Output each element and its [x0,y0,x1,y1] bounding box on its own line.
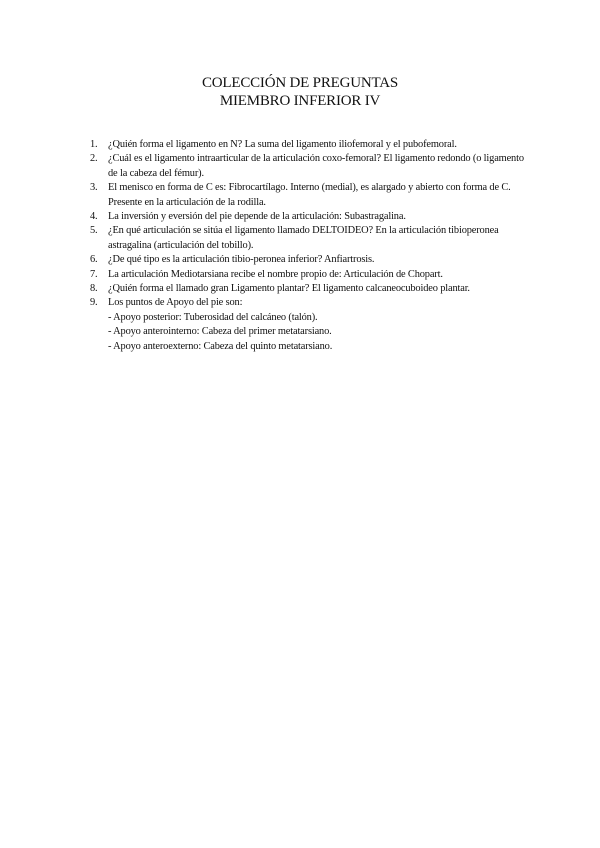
question-text: La articulación Mediotarsiana recibe el nombre propio de: Articulación de Chopart. [108,268,443,280]
document-title [0,74,600,110]
question-number: 8. [90,283,98,295]
question-item [90,138,530,152]
question-number: 3. [90,182,98,194]
support-point-line: - Apoyo anterointerno: Cabeza del primer metatarsiano. [108,326,332,338]
question-number: 4. [90,211,98,223]
question-item [90,253,530,267]
question-item [90,224,530,253]
question-text: ¿De qué tipo es la articulación tibio-peronea inferior? Anfiartrosis. [108,254,375,266]
question-item [90,152,530,181]
question-text: El menisco en forma de C es: Fibrocartílago. Interno (medial), es alargado y abierto con forma de C. Presente en la articulación de la rodilla. [108,182,511,208]
question-text: La inversión y eversión del pie depende de la articulación: Subastragalina. [108,211,406,223]
question-number: 2. [90,153,98,165]
question-item [90,296,530,354]
question-text: ¿En qué articulación se sitúa el ligamento llamado DELTOIDEO? En la articulación tibioperonea astragalina (articulación del tobillo). [108,225,499,251]
title-line-2: MIEMBRO INFERIOR IV [219,93,381,109]
question-number: 7. [90,268,98,280]
question-number: 1. [90,139,98,150]
question-list [90,138,530,354]
question-item [90,181,530,210]
question-text: ¿Quién forma el ligamento en N? La suma del ligamento iliofemoral y el pubofemoral. [108,139,457,150]
question-item [90,282,530,296]
question-number: 9. [90,297,98,309]
question-number: 5. [90,225,98,237]
question-text: ¿Quién forma el llamado gran Ligamento plantar? El ligamento calcaneocuboideo plantar. [108,283,470,295]
question-number: 6. [90,254,98,266]
support-point-line: - Apoyo posterior: Tuberosidad del calcáneo (talón). [108,311,318,323]
title-line-1: COLECCIÓN DE PREGUNTAS [201,75,399,91]
support-point-line: - Apoyo anteroexterno: Cabeza del quinto metatarsiano. [108,340,333,352]
question-item [90,210,530,224]
question-item [90,268,530,282]
question-text: ¿Cuál es el ligamento intraarticular de la articulación coxo-femoral? El ligamento redondo (o ligamento de la cabeza del fémur). [108,153,524,179]
question-text: Los puntos de Apoyo del pie son: [108,297,243,309]
